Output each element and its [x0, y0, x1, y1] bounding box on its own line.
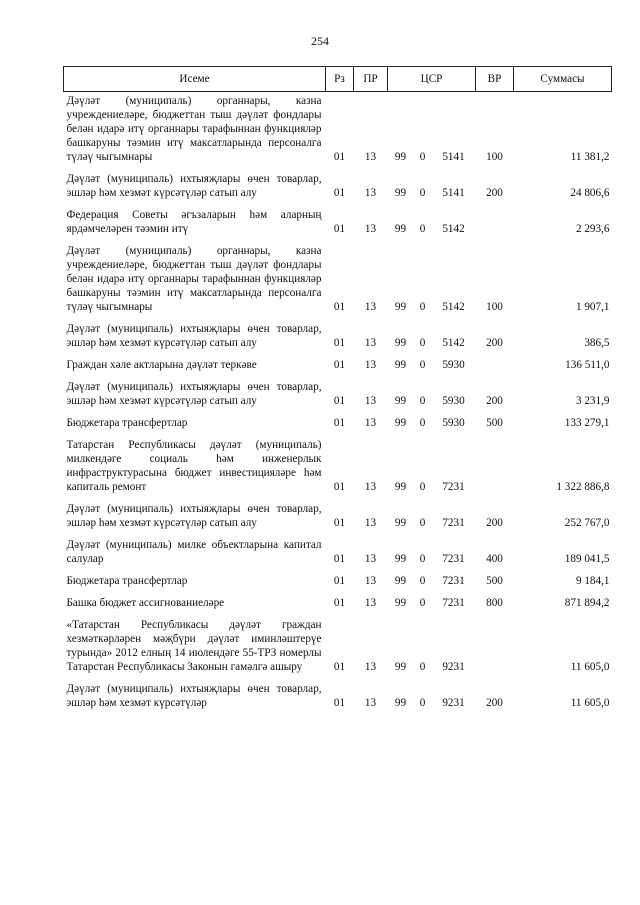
row-name: Дәүләт (муниципаль) ихтыяҗлары өчен товарлар, эшләр һәм хезмәт күрсәтүләр сатып алу — [66, 381, 322, 407]
row-sum: 9 184,1 — [575, 575, 610, 587]
header-vr: ВР — [476, 67, 514, 92]
row-sum: 1 322 886,8 — [556, 481, 610, 493]
row-csr-part2: 0 — [419, 395, 426, 407]
row-vr: 500 — [486, 575, 503, 587]
header-name: Исеме — [64, 67, 326, 92]
row-sum: 136 511,0 — [565, 359, 610, 371]
row-pr: 13 — [364, 553, 377, 565]
header-pr: ПР — [354, 67, 388, 92]
row-csr-part2: 0 — [419, 301, 426, 313]
row-name: Дәүләт (муниципаль) милке объектларына капитал салулар — [66, 539, 322, 565]
row-csr-part1: 99 — [394, 575, 407, 587]
row-sum: 11 381,2 — [570, 151, 610, 163]
row-rz: 01 — [333, 223, 346, 235]
row-csr-part1: 99 — [394, 553, 407, 565]
page-number: 254 — [311, 34, 329, 48]
row-csr-part2: 0 — [419, 575, 426, 587]
row-pr: 13 — [364, 417, 377, 429]
row-csr-part2: 0 — [419, 337, 426, 349]
row-rz: 01 — [333, 697, 346, 709]
row-csr-part2: 0 — [419, 597, 426, 609]
row-pr: 13 — [364, 359, 377, 371]
row-csr-part1: 99 — [394, 417, 407, 429]
row-sum: 24 806,6 — [570, 187, 610, 199]
row-csr-part3: 7231 — [442, 517, 465, 529]
row-sum: 11 605,0 — [570, 697, 610, 709]
row-sum: 2 293,6 — [575, 223, 610, 235]
table-header-row — [64, 67, 612, 92]
row-csr-part3: 5142 — [442, 337, 465, 349]
row-csr-part3: 7231 — [442, 553, 465, 565]
row-vr — [476, 436, 514, 500]
row-name: Дәүләт (муниципаль) органнары, казна учреждениеләре, бюджеттан тыш дәүләт фондлары белән идарә итү органнары тарафыннан функцияләр башкаруны тәэмин итү максатларында персоналга түләү чыгымнары — [66, 245, 322, 313]
row-vr: 200 — [486, 697, 503, 709]
row-sum: 3 231,9 — [575, 395, 610, 407]
row-csr-part3: 5930 — [442, 359, 465, 371]
row-pr: 13 — [364, 151, 377, 163]
row-name: Бюджетара трансфертлар — [66, 575, 188, 587]
row-rz: 01 — [333, 597, 346, 609]
table-row — [64, 170, 612, 206]
row-vr: 200 — [486, 517, 503, 529]
row-rz: 01 — [333, 301, 346, 313]
row-pr: 13 — [364, 697, 377, 709]
row-sum: 252 767,0 — [564, 517, 610, 529]
row-csr-part1: 99 — [394, 359, 407, 371]
row-csr-part2: 0 — [419, 697, 426, 709]
row-pr: 13 — [364, 301, 377, 313]
row-csr-part3: 9231 — [442, 661, 465, 673]
row-pr: 13 — [364, 517, 377, 529]
row-csr-part1: 99 — [394, 151, 407, 163]
table-row — [64, 92, 612, 171]
row-csr-part2: 0 — [419, 223, 426, 235]
row-vr: 800 — [486, 597, 503, 609]
table-row — [64, 616, 612, 680]
row-rz: 01 — [333, 553, 346, 565]
table-row — [64, 356, 612, 378]
row-name: Татарстан Республикасы дәүләт (муниципаль) милкендәге социаль һәм инженерлык инфраструктурасына бюджет инвестицияләре һәм капиталь ремонт — [66, 439, 322, 493]
table-row — [64, 572, 612, 594]
row-name: Федерация Советы әгъзаларын һәм аларның ярдәмчеләрен тәэмин итү — [66, 209, 322, 235]
table-row — [64, 206, 612, 242]
row-csr-part3: 7231 — [442, 575, 465, 587]
table-row — [64, 378, 612, 414]
row-rz: 01 — [333, 359, 346, 371]
row-csr-part1: 99 — [394, 187, 407, 199]
row-sum: 871 894,2 — [564, 597, 610, 609]
row-csr-part1: 99 — [394, 223, 407, 235]
table-row — [64, 436, 612, 500]
row-rz: 01 — [333, 517, 346, 529]
row-sum: 1 907,1 — [575, 301, 610, 313]
row-name: Дәүләт (муниципаль) органнары, казна учреждениеләре, бюджеттан тыш дәүләт фондлары белән идарә итү органнары тарафыннан функцияләр башкаруны тәэмин итү максатларында персоналга түләү чыгымнары — [66, 95, 322, 163]
row-sum: 11 605,0 — [570, 661, 610, 673]
row-vr — [476, 616, 514, 680]
row-vr — [476, 206, 514, 242]
row-csr-part1: 99 — [394, 481, 407, 493]
row-csr-part3: 5142 — [442, 301, 465, 313]
row-vr: 100 — [486, 151, 503, 163]
header-csr: ЦСР — [388, 67, 476, 92]
row-csr-part1: 99 — [394, 301, 407, 313]
row-rz: 01 — [333, 661, 346, 673]
row-csr-part1: 99 — [394, 395, 407, 407]
row-name: Граждан хәле актларына дәүләт теркәве — [66, 359, 257, 371]
row-name: Бюджетара трансфертлар — [66, 417, 188, 429]
row-pr: 13 — [364, 223, 377, 235]
row-name: Дәүләт (муниципаль) ихтыяҗлары өчен товарлар, эшләр һәм хезмәт күрсәтүләр сатып алу — [66, 503, 322, 529]
table-row — [64, 414, 612, 436]
row-csr-part3: 5142 — [442, 223, 465, 235]
table-body — [64, 92, 612, 717]
table-row — [64, 242, 612, 320]
row-csr-part3: 9231 — [442, 697, 465, 709]
budget-table — [63, 66, 612, 716]
row-csr-part2: 0 — [419, 481, 426, 493]
row-rz: 01 — [333, 395, 346, 407]
table-row — [64, 680, 612, 716]
row-name: «Татарстан Республикасы дәүләт граждан хезмәткәрләрен мәҗбүри дәүләт иминләштерүе турында» 2012 елның 14 июлендәге 55-ТРЗ номерлы Татарстан Республикасы Законын гамәлгә ашыру — [66, 619, 322, 673]
row-rz: 01 — [333, 575, 346, 587]
row-rz: 01 — [333, 187, 346, 199]
row-vr: 200 — [486, 337, 503, 349]
row-csr-part1: 99 — [394, 597, 407, 609]
row-pr: 13 — [364, 575, 377, 587]
row-csr-part2: 0 — [419, 417, 426, 429]
row-pr: 13 — [364, 337, 377, 349]
row-csr-part3: 5141 — [442, 151, 465, 163]
row-rz: 01 — [333, 417, 346, 429]
row-name: Дәүләт (муниципаль) ихтыяҗлары өчен товарлар, эшләр һәм хезмәт күрсәтүләр сатып алу — [66, 323, 322, 349]
header-rz: Рз — [326, 67, 354, 92]
row-name: Башка бюджет ассигнованиеләре — [66, 597, 225, 609]
row-csr-part2: 0 — [419, 151, 426, 163]
table-row — [64, 536, 612, 572]
row-vr: 500 — [486, 417, 503, 429]
row-csr-part1: 99 — [394, 697, 407, 709]
row-vr: 100 — [486, 301, 503, 313]
row-csr-part1: 99 — [394, 661, 407, 673]
row-csr-part2: 0 — [419, 661, 426, 673]
row-csr-part2: 0 — [419, 553, 426, 565]
row-csr-part2: 0 — [419, 187, 426, 199]
row-csr-part3: 7231 — [442, 481, 465, 493]
row-csr-part2: 0 — [419, 517, 426, 529]
row-pr: 13 — [364, 661, 377, 673]
row-csr-part3: 7231 — [442, 597, 465, 609]
row-sum: 386,5 — [584, 337, 610, 349]
row-pr: 13 — [364, 395, 377, 407]
row-rz: 01 — [333, 481, 346, 493]
row-pr: 13 — [364, 597, 377, 609]
row-sum: 189 041,5 — [564, 553, 610, 565]
row-name: Дәүләт (муниципаль) ихтыяҗлары өчен товарлар, эшләр һәм хезмәт күрсәтүләр — [66, 683, 322, 709]
table-row — [64, 594, 612, 616]
header-sum: Суммасы — [514, 67, 612, 92]
row-csr-part3: 5141 — [442, 187, 465, 199]
table-row — [64, 320, 612, 356]
row-csr-part1: 99 — [394, 337, 407, 349]
row-pr: 13 — [364, 481, 377, 493]
row-name: Дәүләт (муниципаль) ихтыяҗлары өчен товарлар, эшләр һәм хезмәт күрсәтүләр сатып алу — [66, 173, 322, 199]
row-csr-part3: 5930 — [442, 395, 465, 407]
row-vr: 200 — [486, 187, 503, 199]
row-rz: 01 — [333, 151, 346, 163]
row-vr: 200 — [486, 395, 503, 407]
row-csr-part3: 5930 — [442, 417, 465, 429]
row-csr-part1: 99 — [394, 517, 407, 529]
row-csr-part2: 0 — [419, 359, 426, 371]
row-vr — [476, 356, 514, 378]
row-rz: 01 — [333, 337, 346, 349]
table-row — [64, 500, 612, 536]
row-pr: 13 — [364, 187, 377, 199]
row-sum: 133 279,1 — [564, 417, 610, 429]
row-vr: 400 — [486, 553, 503, 565]
